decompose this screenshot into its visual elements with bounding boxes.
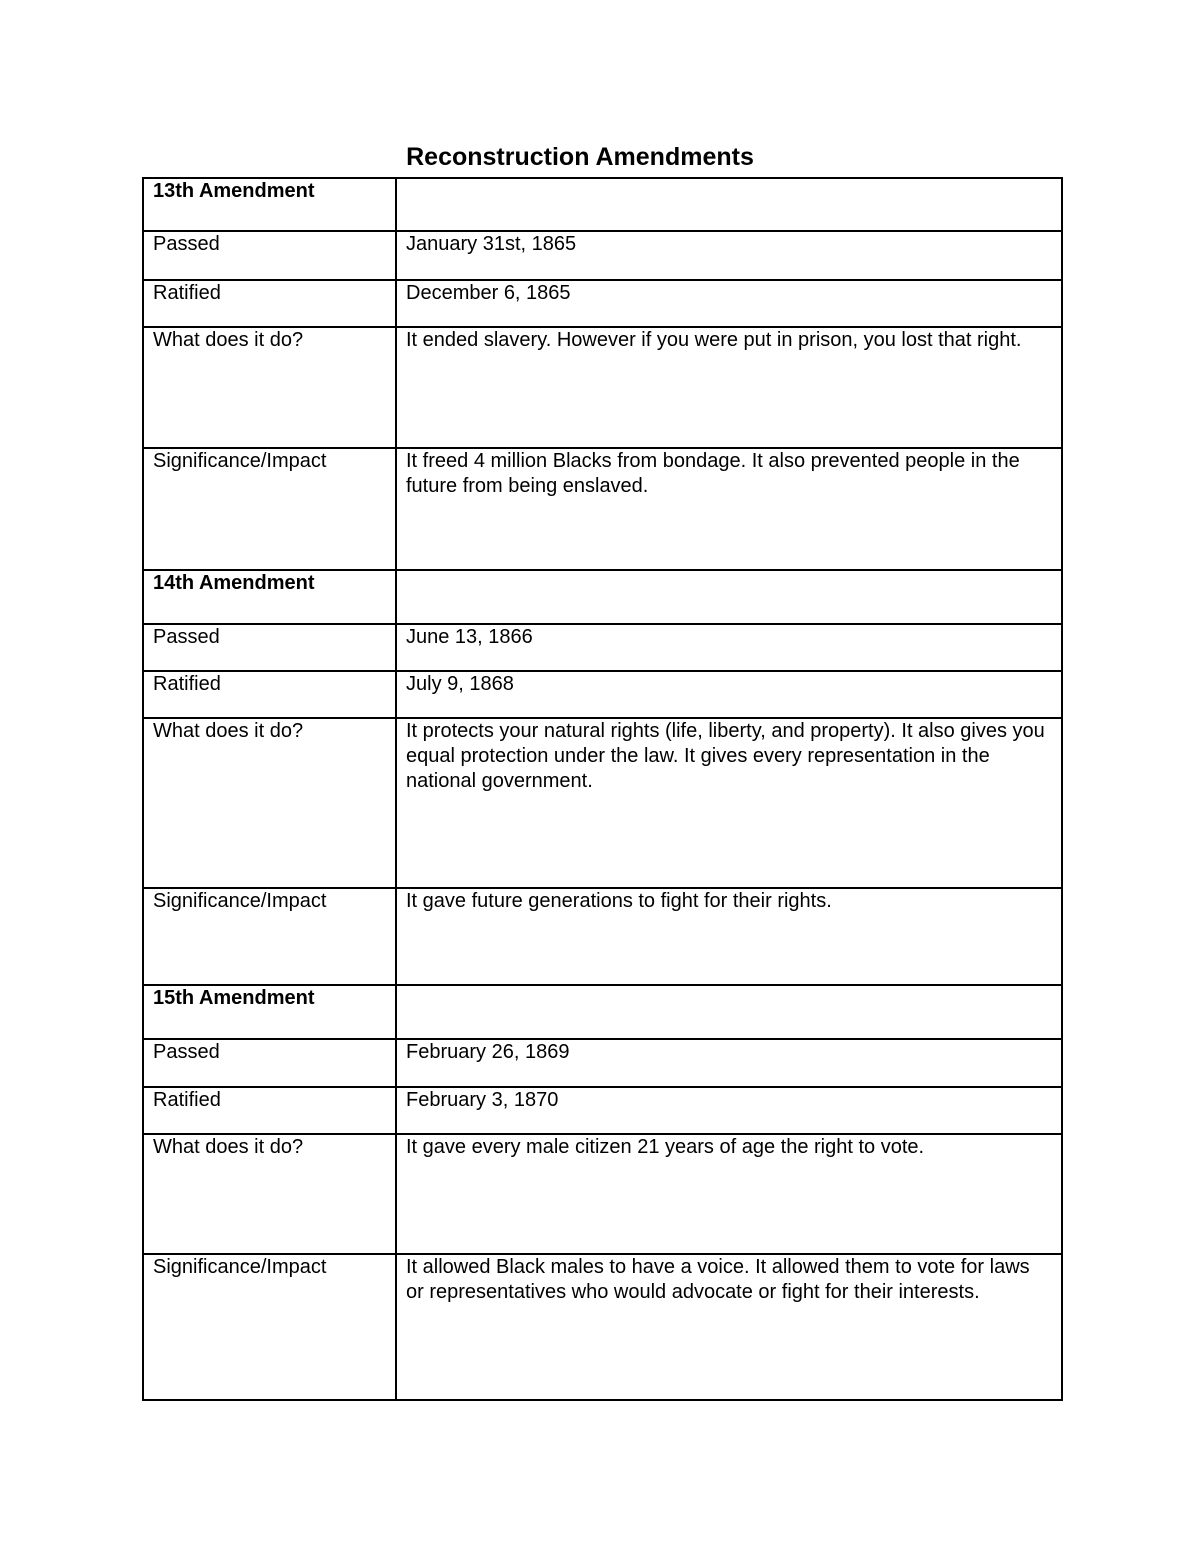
amendments-table [142,177,1063,1401]
row-label-ratified: Ratified [143,671,396,718]
ratified-date: February 3, 1870 [396,1087,1062,1134]
table-row [143,624,1062,671]
table-row [143,1087,1062,1134]
significance-text: It allowed Black males to have a voice. It allowed them to vote for laws or representatives who would advocate or fight for their interests. [396,1254,1062,1400]
section-heading: 15th Amendment [143,985,396,1039]
row-label-passed: Passed [143,1039,396,1087]
ratified-date: July 9, 1868 [396,671,1062,718]
row-label-significance: Significance/Impact [143,1254,396,1400]
row-label-passed: Passed [143,624,396,671]
passed-date: February 26, 1869 [396,1039,1062,1087]
table-row [143,448,1062,570]
table-row [143,280,1062,327]
section-header-row [143,570,1062,624]
what-text: It protects your natural rights (life, liberty, and property). It also gives you equal protection under the law. It gives every representation in the national government. [396,718,1062,888]
row-label-what: What does it do? [143,718,396,888]
table-row [143,1254,1062,1400]
row-label-significance: Significance/Impact [143,448,396,570]
section-heading-empty-cell [396,985,1062,1039]
passed-date: June 13, 1866 [396,624,1062,671]
row-label-passed: Passed [143,231,396,280]
section-header-row [143,178,1062,231]
table-row [143,888,1062,985]
section-heading: 13th Amendment [143,178,396,231]
passed-date: January 31st, 1865 [396,231,1062,280]
significance-text: It gave future generations to fight for their rights. [396,888,1062,985]
significance-text: It freed 4 million Blacks from bondage. It also prevented people in the future from being enslaved. [396,448,1062,570]
section-heading-empty-cell [396,178,1062,231]
table-row [143,1039,1062,1087]
table-row [143,1134,1062,1254]
table-row [143,231,1062,280]
table-row [143,327,1062,448]
section-header-row [143,985,1062,1039]
what-text: It gave every male citizen 21 years of age the right to vote. [396,1134,1062,1254]
ratified-date: December 6, 1865 [396,280,1062,327]
page-title: Reconstruction Amendments [406,143,754,171]
row-label-ratified: Ratified [143,1087,396,1134]
row-label-what: What does it do? [143,327,396,448]
section-heading-empty-cell [396,570,1062,624]
table-row [143,671,1062,718]
row-label-ratified: Ratified [143,280,396,327]
table-row [143,718,1062,888]
row-label-what: What does it do? [143,1134,396,1254]
what-text: It ended slavery. However if you were put in prison, you lost that right. [396,327,1062,448]
row-label-significance: Significance/Impact [143,888,396,985]
section-heading: 14th Amendment [143,570,396,624]
